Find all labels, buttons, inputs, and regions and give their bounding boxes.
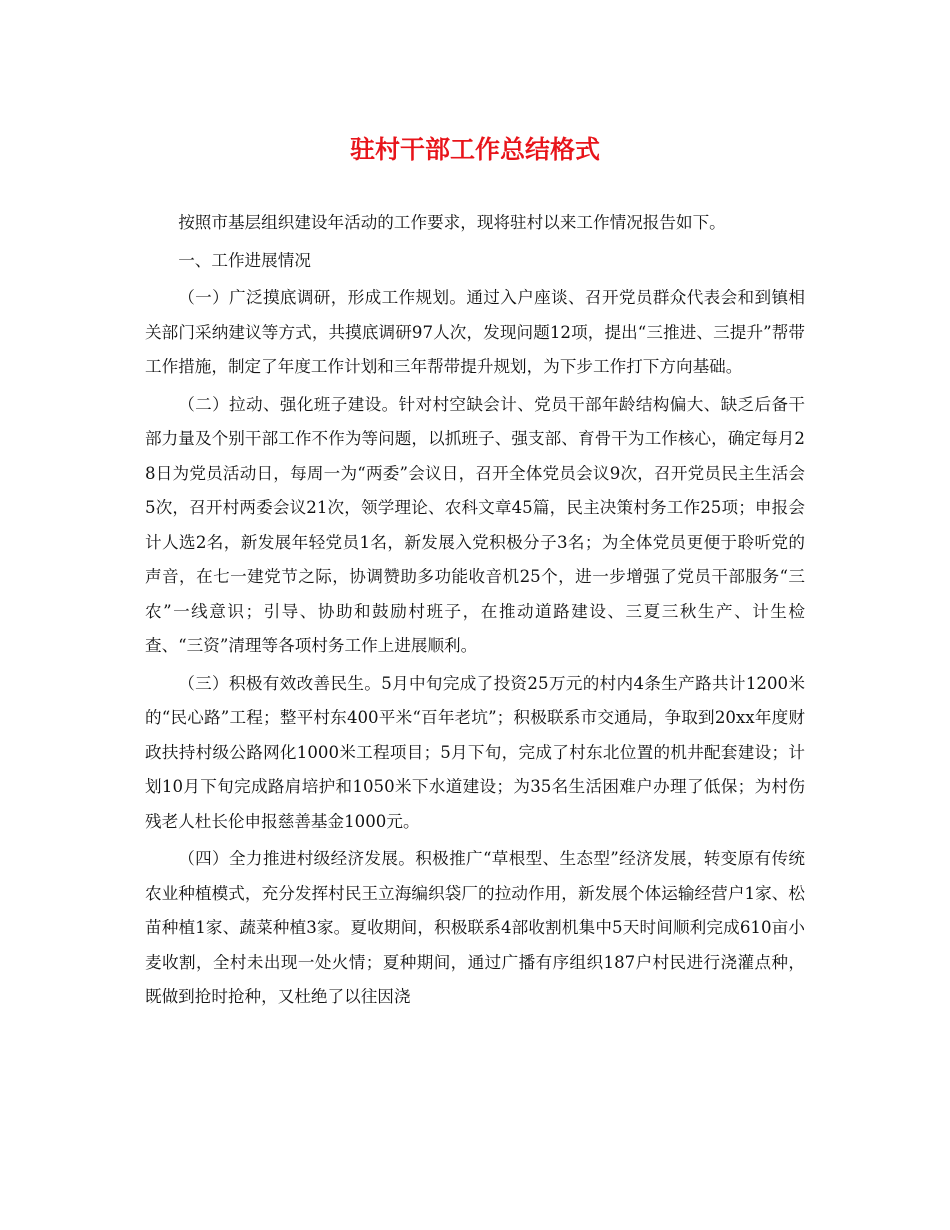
section-heading-progress: 一、工作进展情况 <box>178 250 311 270</box>
paragraph-survey: （一）广泛摸底调研，形成工作规划。通过入户座谈、召开党员群众代表会和到镇相关部门采纳建议等方式，共摸底调研97人次，发现问题12项，提出“三推进、三提升”帮带工作措施，制定了年度工作计划和三年帮带提升规划，为下步工作打下方向基础。 <box>145 288 805 376</box>
paragraph-economy: （四）全力推进村级经济发展。积极推广“草根型、生态型”经济发展，转变原有传统农业种植模式，充分发挥村民王立海编织袋厂的拉动作用，新发展个体运输经营户1家、松苗种植1家、蔬菜种植3家。夏收期间，积极联系4部收割机集中5天时间顺利完成610亩小麦收割，全村未出现一处火情；夏种期间，通过广播有序组织187户村民进行浇灌点种，既做到抢时抢种，又杜绝了以往因浇 <box>145 849 805 1006</box>
intro-paragraph: 按照市基层组织建设年活动的工作要求，现将驻村以来工作情况报告如下。 <box>178 213 726 232</box>
document-body <box>145 206 805 1018</box>
paragraph-livelihood: （三）积极有效改善民生。5月中旬完成了投资25万元的村内4条生产路共计1200米的“民心路”工程；整平村东400平米“百年老坑”；积极联系市交通局，争取到20xx年度财政扶持村级公路网化1000米工程项目；5月下旬，完成了村东北位置的机井配套建设；计划10月下旬完成路肩培护和1050米下水道建设；为35名生活困难户办理了低保；为村伤残老人杜长伦申报慈善基金1000元。 <box>145 673 805 831</box>
document-title: 驻村干部工作总结格式 <box>349 135 600 164</box>
paragraph-team-building: （二）拉动、强化班子建设。针对村空缺会计、党员干部年龄结构偏大、缺乏后备干部力量及个别干部工作不作为等问题，以抓班子、强支部、育骨干为工作核心，确定每月28日为党员活动日，每周一为“两委”会议日，召开全体党员会议9次，召开党员民主生活会5次，召开村两委会议21次，领学理论、农科文章45篇，民主决策村务工作25项；申报会计人选2名，新发展年轻党员1名，新发展入党积极分子3名；为全体党员更便于聆听党的声音，在七一建党节之际，协调赞助多功能收音机25个，进一步增强了党员干部服务“三农”一线意识；引导、协助和鼓励村班子，在推动道路建设、三夏三秋生产、计生检查、“三资”清理等各项村务工作上进展顺利。 <box>145 394 805 655</box>
